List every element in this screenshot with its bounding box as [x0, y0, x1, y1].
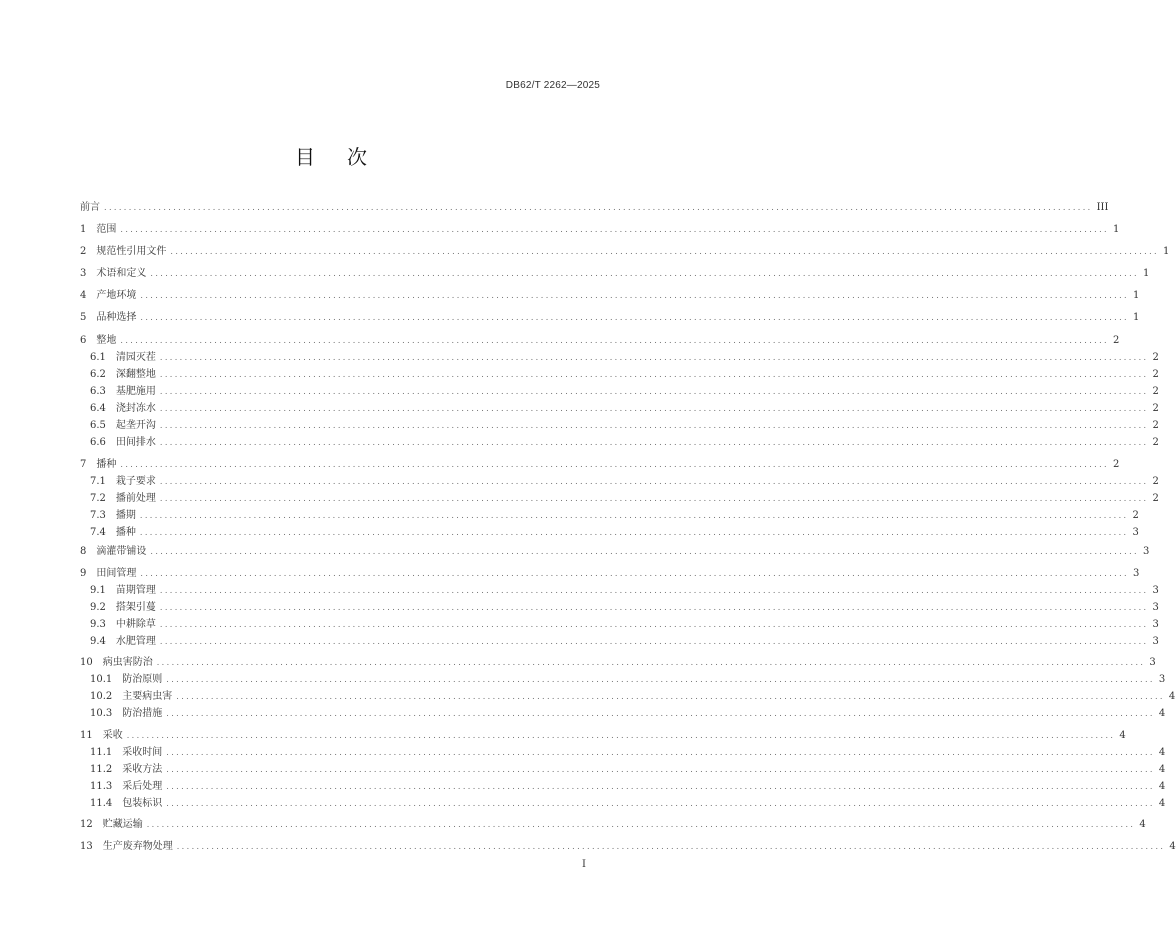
dot-leader: ........................................................................................................................................................................................................ — [150, 547, 1139, 556]
toc-entry-label: 生产废弃物处理 — [102, 841, 173, 852]
dot-leader: ........................................................................................................................................................................................................ — [170, 247, 1159, 256]
toc-entry[interactable] — [80, 401, 1159, 417]
title-part-2: 次 — [347, 145, 367, 169]
dot-leader: ........................................................................................................................................................................................................ — [139, 528, 1129, 537]
dot-leader: ........................................................................................................................................................................................................ — [166, 782, 1155, 791]
dot-leader: ........................................................................................................................................................................................................ — [159, 620, 1149, 629]
toc-entry-label: 主要病虫害 — [122, 691, 173, 702]
toc-entry-label: 病虫害防治 — [102, 657, 153, 668]
dot-leader: ........................................................................................................................................................................................................ — [104, 203, 1093, 212]
toc-entry-number: 1 — [80, 224, 87, 235]
toc-entry[interactable] — [80, 583, 1159, 599]
toc-entry[interactable] — [80, 817, 1146, 833]
dot-leader: ........................................................................................................................................................................................................ — [120, 336, 1109, 345]
toc-entry-page: 2 — [1152, 352, 1159, 363]
toc-entry[interactable] — [80, 310, 1140, 326]
dot-leader: ........................................................................................................................................................................................................ — [159, 353, 1149, 362]
toc-entry-label: 播种 — [115, 527, 136, 538]
toc-entry-number: 9.1 — [90, 585, 106, 596]
dot-leader: ........................................................................................................................................................................................................ — [166, 799, 1155, 808]
toc-entry[interactable] — [80, 244, 1170, 260]
dot-leader: ........................................................................................................................................................................................................ — [166, 709, 1155, 718]
toc-entry-page: 3 — [1132, 568, 1140, 579]
dot-leader: ........................................................................................................................................................................................................ — [120, 460, 1109, 469]
toc-entry-label: 深翻整地 — [115, 369, 156, 380]
toc-entry-label: 品种选择 — [96, 312, 137, 323]
toc-entry-number: 11 — [80, 730, 93, 741]
toc-entry[interactable] — [80, 779, 1166, 795]
toc-entry-label: 浇封冻水 — [115, 403, 156, 414]
toc-entry-label: 整地 — [96, 335, 117, 346]
toc-entry-page: 2 — [1152, 369, 1159, 380]
dot-leader: ........................................................................................................................................................................................................ — [166, 748, 1155, 757]
toc-entry-number: 8 — [80, 546, 87, 557]
toc-entry[interactable] — [80, 634, 1159, 650]
toc-entry-label: 滴灌带铺设 — [96, 546, 147, 557]
toc-entry-label: 产地环境 — [96, 290, 137, 301]
toc-entry-number: 7 — [80, 459, 87, 470]
dot-leader: ........................................................................................................................................................................................................ — [159, 477, 1149, 486]
dot-leader: ........................................................................................................................................................................................................ — [140, 569, 1129, 578]
toc-entry-label: 播期 — [115, 510, 136, 521]
toc-entry-number: 2 — [80, 246, 87, 257]
toc-entry[interactable] — [80, 762, 1166, 778]
toc-entry-label: 栽子要求 — [115, 476, 156, 487]
toc-entry-label: 术语和定义 — [96, 268, 147, 279]
page-title — [0, 141, 662, 170]
toc-entry-number: 6.6 — [90, 437, 106, 448]
toc-entry-page: 2 — [1112, 335, 1120, 346]
toc-entry-page: 4 — [1139, 819, 1146, 830]
dot-leader: ........................................................................................................................................................................................................ — [159, 603, 1149, 612]
toc-entry-label: 播种 — [96, 459, 117, 470]
toc-entry-number: 9 — [80, 568, 87, 579]
dot-leader: ........................................................................................................................................................................................................ — [166, 675, 1155, 684]
toc-entry-page: 2 — [1152, 403, 1159, 414]
document-id: DB62/T 2262—2025 — [505, 80, 600, 91]
toc-entry-page: 2 — [1152, 476, 1159, 487]
toc-entry[interactable] — [80, 566, 1140, 582]
toc-entry-number: 6.2 — [90, 369, 106, 380]
toc-entry[interactable] — [80, 491, 1159, 507]
toc-entry-number: 7.2 — [90, 493, 106, 504]
toc-entry-page: 4 — [1158, 781, 1166, 792]
dot-leader: ........................................................................................................................................................................................................ — [140, 313, 1129, 322]
toc-entry-page: 4 — [1158, 708, 1166, 719]
toc-entry-page: 2 — [1152, 493, 1159, 504]
toc-entry-label: 采后处理 — [122, 781, 163, 792]
toc-entry-number: 4 — [80, 290, 87, 301]
toc-entry[interactable] — [80, 672, 1166, 688]
toc-entry[interactable] — [80, 525, 1139, 541]
toc-entry-number: 12 — [80, 819, 93, 830]
toc-entry-number: 6.5 — [90, 420, 106, 431]
toc-entry-number: 10.3 — [90, 708, 113, 719]
toc-entry-number: 11.4 — [90, 798, 113, 809]
dot-leader: ........................................................................................................................................................................................................ — [159, 404, 1149, 413]
dot-leader: ........................................................................................................................................................................................................ — [150, 269, 1139, 278]
toc-entry-label: 贮藏运输 — [102, 819, 143, 830]
toc-entry-label: 搭架引蔓 — [115, 602, 156, 613]
toc-entry-number: 7.4 — [90, 527, 106, 538]
toc-entry-page: 1 — [1132, 290, 1140, 301]
toc-entry-number: 6 — [80, 335, 87, 346]
dot-leader: ........................................................................................................................................................................................................ — [166, 765, 1155, 774]
toc-entry-number: 6.4 — [90, 403, 106, 414]
toc-entry-page: 2 — [1152, 437, 1159, 448]
toc-entry[interactable] — [80, 384, 1159, 400]
toc-entry-number: 9.4 — [90, 636, 106, 647]
toc-entry-number: 10.1 — [90, 674, 113, 685]
toc-entry[interactable] — [80, 796, 1166, 812]
dot-leader: ........................................................................................................................................................................................................ — [176, 842, 1166, 851]
toc-entry-number: 9.2 — [90, 602, 106, 613]
toc-entry-page: 4 — [1169, 841, 1176, 852]
toc-entry-page: 4 — [1168, 691, 1176, 702]
toc-entry[interactable] — [80, 745, 1166, 761]
toc-entry-label: 播前处理 — [115, 493, 156, 504]
title-part-1: 目 — [295, 145, 315, 169]
toc-entry-page: 3 — [1149, 657, 1156, 668]
toc-entry-page: 4 — [1158, 747, 1166, 758]
dot-leader: ........................................................................................................................................................................................................ — [159, 586, 1149, 595]
toc-entry-page: 4 — [1158, 798, 1166, 809]
toc-entry-label: 基肥施用 — [115, 386, 156, 397]
toc-entry-number: 7.3 — [90, 510, 106, 521]
toc-entry-number: 11.2 — [90, 764, 113, 775]
toc-entry-number: 10 — [80, 657, 93, 668]
toc-entry-number: 6.1 — [90, 352, 106, 363]
toc-entry-number: 6.3 — [90, 386, 106, 397]
toc-entry-page: 1 — [1142, 268, 1150, 279]
dot-leader: ........................................................................................................................................................................................................ — [159, 387, 1149, 396]
dot-leader: ........................................................................................................................................................................................................ — [159, 637, 1149, 646]
toc-entry-page: 3 — [1152, 602, 1159, 613]
toc-entry-label: 采收时间 — [122, 747, 163, 758]
toc-entry-label: 水肥管理 — [115, 636, 156, 647]
toc-entry-page: 4 — [1119, 730, 1126, 741]
toc-entry[interactable] — [80, 474, 1159, 490]
toc-entry-page: 3 — [1152, 619, 1159, 630]
toc-entry-label: 清园灭茬 — [115, 352, 156, 363]
toc-entry[interactable] — [80, 600, 1159, 616]
toc-entry-label: 防治措施 — [122, 708, 163, 719]
dot-leader: ........................................................................................................................................................................................................ — [126, 731, 1116, 740]
toc-entry[interactable] — [80, 706, 1166, 722]
toc-entry-number: 9.3 — [90, 619, 106, 630]
toc-entry-label: 起垄开沟 — [115, 420, 156, 431]
toc-entry-page: 2 — [1152, 386, 1159, 397]
toc-entry-page: 2 — [1132, 510, 1139, 521]
toc-entry-number: 11.3 — [90, 781, 113, 792]
toc-entry[interactable] — [80, 544, 1150, 560]
dot-leader: ........................................................................................................................................................................................................ — [159, 438, 1149, 447]
dot-leader: ........................................................................................................................................................................................................ — [140, 291, 1129, 300]
toc-entry-page: 3 — [1158, 674, 1166, 685]
toc-entry-label: 田间管理 — [96, 568, 137, 579]
toc-entry-label: 采收 — [102, 730, 123, 741]
footer-page-number: I — [582, 859, 586, 870]
toc-entry-number: 13 — [80, 841, 93, 852]
toc-entry[interactable] — [80, 839, 1176, 855]
dot-leader: ........................................................................................................................................................................................................ — [159, 421, 1149, 430]
dot-leader: ........................................................................................................................................................................................................ — [146, 820, 1136, 829]
toc-entry-page: 3 — [1132, 527, 1139, 538]
toc-entry-label: 防治原则 — [122, 674, 163, 685]
toc-entry-page: 3 — [1152, 636, 1159, 647]
toc-entry-number: 7.1 — [90, 476, 106, 487]
toc-entry-label: 规范性引用文件 — [96, 246, 167, 257]
toc-entry[interactable] — [80, 200, 1109, 216]
toc-entry[interactable] — [80, 689, 1176, 705]
dot-leader: ........................................................................................................................................................................................................ — [159, 370, 1149, 379]
toc-entry-label: 前言 — [80, 202, 100, 213]
toc-entry-page: 3 — [1142, 546, 1150, 557]
toc-entry[interactable] — [80, 435, 1159, 451]
toc-entry[interactable] — [80, 418, 1159, 434]
toc-entry-label: 苗期管理 — [115, 585, 156, 596]
toc-entry[interactable] — [80, 350, 1159, 366]
toc-entry[interactable] — [80, 457, 1120, 473]
toc-entry[interactable] — [80, 655, 1156, 671]
toc-entry-label: 采收方法 — [122, 764, 163, 775]
dot-leader: ........................................................................................................................................................................................................ — [156, 658, 1146, 667]
toc-entry[interactable] — [80, 728, 1126, 744]
dot-leader: ........................................................................................................................................................................................................ — [120, 225, 1109, 234]
toc-entry[interactable] — [80, 367, 1159, 383]
toc-entry-label: 包装标识 — [122, 798, 163, 809]
toc-entry[interactable] — [80, 333, 1120, 349]
toc-entry-page: 2 — [1112, 459, 1120, 470]
toc-entry-number: 11.1 — [90, 747, 113, 758]
dot-leader: ........................................................................................................................................................................................................ — [139, 511, 1129, 520]
toc-entry-page: III — [1096, 202, 1109, 213]
toc-entry-label: 田间排水 — [115, 437, 156, 448]
toc-entry[interactable] — [80, 508, 1139, 524]
toc-entry-number: 10.2 — [90, 691, 113, 702]
toc-entry-page: 4 — [1158, 764, 1166, 775]
toc-entry-label: 范围 — [96, 224, 117, 235]
toc-entry-page: 1 — [1112, 224, 1120, 235]
toc-entry[interactable] — [80, 288, 1140, 304]
dot-leader: ........................................................................................................................................................................................................ — [176, 692, 1165, 701]
toc-entry-page: 2 — [1152, 420, 1159, 431]
toc-entry-number: 5 — [80, 312, 87, 323]
toc-entry-number: 3 — [80, 268, 87, 279]
toc-entry[interactable] — [80, 617, 1159, 633]
dot-leader: ........................................................................................................................................................................................................ — [159, 494, 1149, 503]
toc-entry-page: 3 — [1152, 585, 1159, 596]
toc-entry-page: 1 — [1162, 246, 1170, 257]
toc-entry-label: 中耕除草 — [115, 619, 156, 630]
toc-entry[interactable] — [80, 266, 1150, 282]
toc-entry-page: 1 — [1132, 312, 1140, 323]
toc-entry[interactable] — [80, 222, 1120, 238]
